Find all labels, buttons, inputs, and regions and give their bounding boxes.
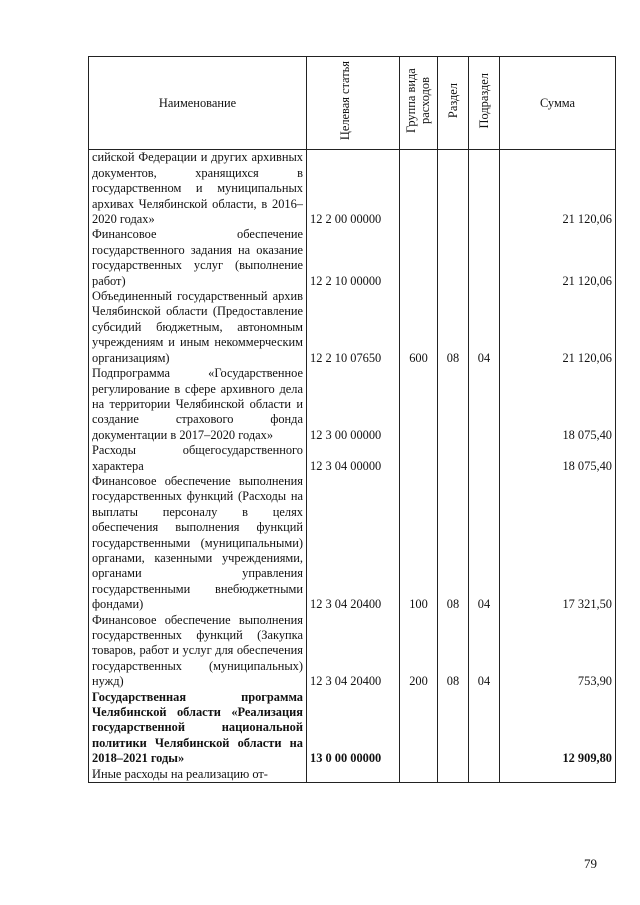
table-row [89, 767, 616, 783]
table-row [89, 366, 616, 443]
row-name: Расходы общегосударственного характера [89, 443, 307, 474]
row-target-article: 13 0 00 00000 [307, 690, 400, 767]
header-subsection: Подраздел [477, 73, 491, 129]
row-amount: 18 075,40 [500, 366, 616, 443]
header-section: Раздел [446, 83, 460, 119]
row-name: Объединенный государственный архив Челябинской области (Предоставление субсидий бюджетным, автономным учреждениям и иным некоммерческим организациям) [89, 289, 307, 366]
table-row [89, 289, 616, 366]
row-section [438, 443, 469, 474]
row-target-article: 12 2 10 07650 [307, 289, 400, 366]
table-header-row [89, 57, 616, 150]
header-target-article: Целевая статья [338, 61, 352, 141]
header-expense-group: Группа вида расходов [403, 68, 432, 134]
header-name: Наименование [89, 57, 307, 150]
row-amount: 753,90 [500, 613, 616, 690]
row-name: Финансовое обеспечение выполнения государственных функций (Расходы на выплаты персоналу в целях обеспечения выполнения функций государственными (муниципальными) органами, казенными учреждениями, органами управления государственными внебюджетными фондами) [89, 474, 307, 613]
row-section [438, 366, 469, 443]
page-number: 79 [584, 856, 597, 871]
table-row [89, 443, 616, 474]
row-target-article: 12 3 04 20400 [307, 613, 400, 690]
row-expense-group [400, 227, 438, 289]
row-amount: 12 909,80 [500, 690, 616, 767]
row-subsection [469, 443, 500, 474]
row-target-article: 12 2 00 00000 [307, 150, 400, 228]
row-name: сийской Федерации и других архивных документов, хранящихся в государственном и муниципальных архивах Челябинской области, в 2016–2020 годах» [89, 150, 307, 228]
row-target-article: 12 3 04 20400 [307, 474, 400, 613]
row-expense-group [400, 690, 438, 767]
row-section [438, 767, 469, 783]
row-expense-group: 100 [400, 474, 438, 613]
row-expense-group: 600 [400, 289, 438, 366]
row-target-article: 12 2 10 00000 [307, 227, 400, 289]
row-amount: 21 120,06 [500, 150, 616, 228]
table-row [89, 227, 616, 289]
header-subsection-cell [469, 57, 500, 150]
row-expense-group [400, 443, 438, 474]
row-amount [500, 767, 616, 783]
row-amount: 18 075,40 [500, 443, 616, 474]
row-subsection [469, 767, 500, 783]
row-section [438, 150, 469, 228]
table-row [89, 690, 616, 767]
row-name: Финансовое обеспечение выполнения государственных функций (Закупка товаров, работ и услуг для обеспечения государственных (муниципальных) нужд) [89, 613, 307, 690]
table-row [89, 613, 616, 690]
header-target-article-cell [307, 57, 400, 150]
row-subsection: 04 [469, 474, 500, 613]
header-section-cell [438, 57, 469, 150]
row-section [438, 227, 469, 289]
row-name: Государственная программа Челябинской области «Реализация государственной национальной политики Челябинской области на 2018–2021 годы» [89, 690, 307, 767]
row-expense-group [400, 150, 438, 228]
row-name: Финансовое обеспечение государственного задания на оказание государственных услуг (выполнение работ) [89, 227, 307, 289]
table-row [89, 150, 616, 228]
row-expense-group: 200 [400, 613, 438, 690]
row-section: 08 [438, 613, 469, 690]
row-name: Иные расходы на реализацию от- [89, 767, 307, 783]
row-amount: 21 120,06 [500, 289, 616, 366]
row-amount: 17 321,50 [500, 474, 616, 613]
row-amount: 21 120,06 [500, 227, 616, 289]
row-section: 08 [438, 474, 469, 613]
row-subsection: 04 [469, 613, 500, 690]
row-expense-group [400, 767, 438, 783]
table-row [89, 474, 616, 613]
row-section [438, 690, 469, 767]
row-target-article [307, 767, 400, 783]
row-section: 08 [438, 289, 469, 366]
row-expense-group [400, 366, 438, 443]
budget-table [88, 56, 616, 783]
row-target-article: 12 3 00 00000 [307, 366, 400, 443]
row-name: Подпрограмма «Государственное регулирование в сфере архивного дела на территории Челябинской области и создание страхового фонда документации в 2017–2020 годах» [89, 366, 307, 443]
row-target-article: 12 3 04 00000 [307, 443, 400, 474]
row-subsection [469, 690, 500, 767]
row-subsection: 04 [469, 289, 500, 366]
row-subsection [469, 227, 500, 289]
row-subsection [469, 150, 500, 228]
header-amount: Сумма [500, 57, 616, 150]
header-expense-group-cell [400, 57, 438, 150]
row-subsection [469, 366, 500, 443]
